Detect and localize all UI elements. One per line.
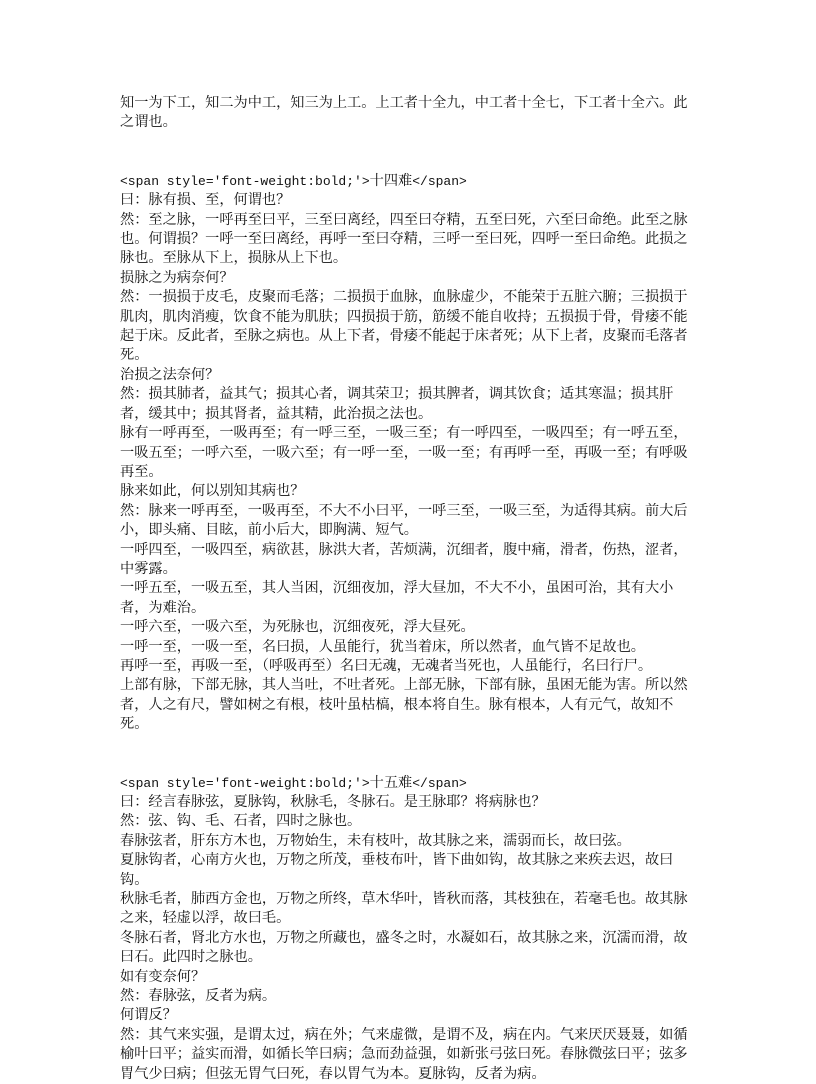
text-line: 冬脉石者，肾北方水也，万物之所藏也，盛冬之时，水凝如石，故其脉之来，沉濡而滑，故曰石。此四时之脉也。 xyxy=(120,929,688,966)
section-heading-raw xyxy=(120,172,700,191)
section-14 xyxy=(120,172,700,735)
text-line: 然：弦、钩、毛、石者，四时之脉也。 xyxy=(120,813,362,830)
text-line: 何谓反？ xyxy=(120,1007,177,1024)
section-spacer xyxy=(120,133,700,172)
text-line: 再呼一至，再吸一至，（呼吸再至）名曰无魂，无魂者当死也，人虽能行，名曰行尸。 xyxy=(120,657,653,674)
text-line: 治损之法奈何？ xyxy=(120,366,220,383)
intro-paragraph: 知一为下工，知二为中工，知三为上工。上工者十全九，中工者十全七，下工者十全六。此之谓也。 xyxy=(120,95,688,131)
text-line: 曰：脉有损、至，何谓也？ xyxy=(120,192,291,209)
heading-open-tag: <span style='font-weight:bold;'> xyxy=(120,173,370,189)
text-line: 一呼一至，一吸一至，名曰损，人虽能行，犹当着床，所以然者，血气皆不足故也。 xyxy=(120,638,645,655)
section-title: 十四难 xyxy=(369,172,413,189)
heading-close-tag: </span> xyxy=(412,173,467,189)
heading-open-tag: <span style='font-weight:bold;'> xyxy=(120,775,370,791)
text-line: 然：至之脉，一呼再至曰平，三至曰离经，四至曰夺精，五至曰死，六至曰命绝。此至之脉也。何谓损？一呼一至曰离经，再呼一至曰夺精，三呼一至曰死，四呼一至曰命绝。此损之脉也。至脉从下上，损脉从上下也。 xyxy=(120,211,688,267)
text-line: 然：其气来实强，是谓太过，病在外；气来虚微，是谓不及，病在内。气来厌厌聂聂，如循榆叶曰平；益实而滑，如循长竿曰病；急而劲益强，如新张弓弦曰死。春脉微弦曰平；弦多胃气少曰病；但弦无胃气曰死，春以胃气为本。夏脉钩，反者为病。 xyxy=(120,1026,688,1082)
text-line: 夏脉钩者，心南方火也，万物之所茂，垂枝布叶，皆下曲如钩，故其脉之来疾去迟，故曰钩。 xyxy=(120,852,674,888)
text-line: 如有变奈何？ xyxy=(120,968,206,985)
text-line: 一呼五至，一吸五至，其人当困，沉细夜加，浮大昼加，不大不小，虽困可治，其有大小者，为难治。 xyxy=(120,580,674,616)
section-spacer xyxy=(120,735,700,774)
heading-close-tag: </span> xyxy=(412,775,467,791)
text-line: 一呼四至，一吸四至，病欲甚，脉洪大者，苦烦满，沉细者，腹中痛，滑者，伤热，涩者，中雾露。 xyxy=(120,541,688,577)
text-line: 上部有脉，下部无脉，其人当吐，不吐者死。上部无脉，下部有脉，虽困无能为害。所以然者，人之有尺，譬如树之有根，枝叶虽枯槁，根本将自生。脉有根本，人有元气，故知不死。 xyxy=(120,677,688,733)
text-line: 损脉之为病奈何？ xyxy=(120,269,234,286)
text-line: 秋脉毛者，肺西方金也，万物之所终，草木华叶，皆秋而落，其枝独在，若毫毛也。故其脉之来，轻虚以浮，故曰毛。 xyxy=(120,891,688,927)
text-line: 脉有一呼再至，一吸再至；有一呼三至，一吸三至；有一呼四至，一吸四至；有一呼五至，一吸五至；一呼六至，一吸六至；有一呼一至，一吸一至；有再呼一至，再吸一至；有呼吸再至。 xyxy=(120,425,688,480)
section-15 xyxy=(120,774,700,1084)
text-line: 然：春脉弦，反者为病。 xyxy=(120,988,277,1005)
text-line: 然：一损损于皮毛，皮聚而毛落；二损损于血脉，血脉虚少，不能荣于五脏六腑；三损损于肌肉，肌肉消瘦，饮食不能为肌肤；四损损于筋，筋缓不能自收持；五损损于骨，骨痿不能起于床。反此者，至脉之病也。从上下者，骨痿不能起于床者死；从下上者，皮聚而毛落者死。 xyxy=(120,289,688,364)
text-line: 春脉弦者，肝东方木也，万物始生，未有枝叶，故其脉之来，濡弱而长，故曰弦。 xyxy=(120,832,631,849)
text-line: 一呼六至，一吸六至，为死脉也，沉细夜死，浮大昼死。 xyxy=(120,619,475,636)
text-line: 然：损其肺者，益其气；损其心者，调其荣卫；损其脾者，调其饮食；适其寒温；损其肝者，缓其中；损其肾者，益其精，此治损之法也。 xyxy=(120,386,674,422)
document-page xyxy=(120,94,700,1084)
text-line: 脉来如此，何以别知其病也？ xyxy=(120,483,305,500)
text-line: 曰：经言春脉弦，夏脉钩，秋脉毛，冬脉石。是王脉耶？将病脉也？ xyxy=(120,794,546,810)
section-heading-raw xyxy=(120,774,700,793)
text-line: 然：脉来一呼再至，一吸再至，不大不小曰平，一呼三至，一吸三至，为适得其病。前大后小，即头痛、目眩，前小后大，即胸满、短气。 xyxy=(120,502,688,539)
section-title: 十五难 xyxy=(369,774,413,791)
